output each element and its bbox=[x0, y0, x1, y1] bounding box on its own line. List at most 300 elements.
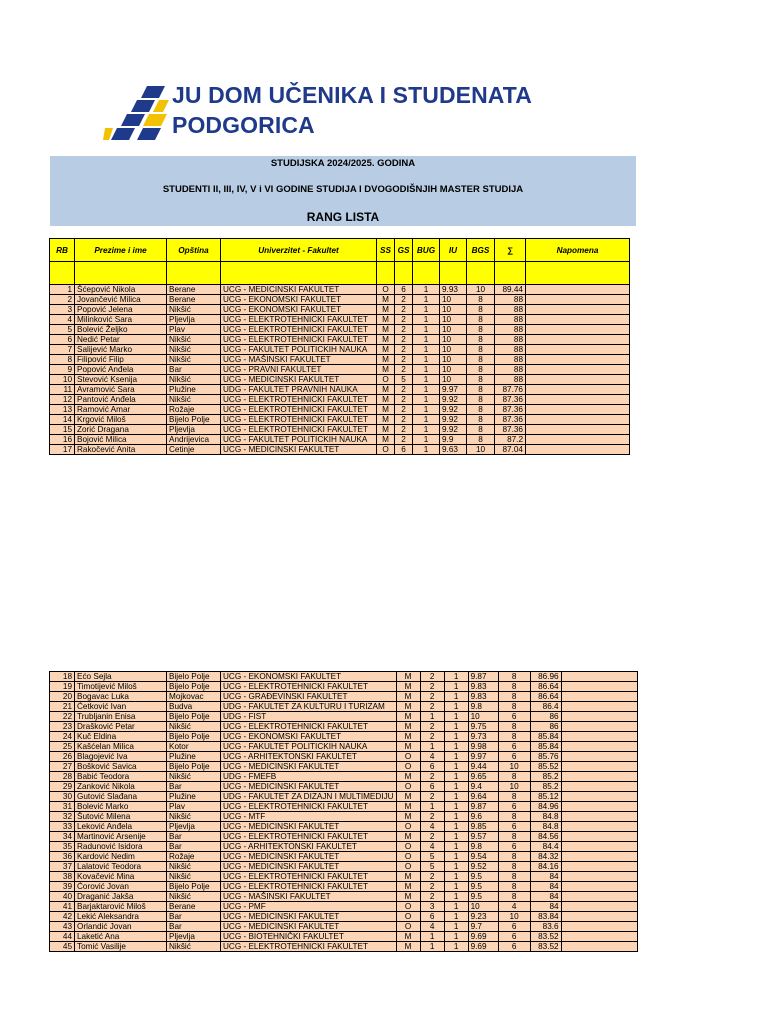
cell-iu: 10 bbox=[440, 365, 467, 375]
cell-gs: 4 bbox=[420, 922, 444, 932]
cell-faculty: UDG - FMEFB bbox=[221, 772, 397, 782]
cell-note bbox=[526, 425, 630, 435]
cell-gs: 4 bbox=[420, 842, 444, 852]
cell-iu: 10 bbox=[468, 712, 498, 722]
table-row bbox=[50, 335, 630, 345]
cell-bug: 1 bbox=[413, 405, 440, 415]
cell-iu: 9.65 bbox=[468, 772, 498, 782]
cell-note bbox=[561, 832, 637, 842]
cell-rb: 19 bbox=[50, 682, 75, 692]
ranking-table-bottom bbox=[49, 671, 638, 952]
cell-bug: 1 bbox=[444, 772, 468, 782]
col-header: Prezime i ime bbox=[75, 239, 167, 262]
cell-rb: 13 bbox=[50, 405, 75, 415]
table-row bbox=[50, 375, 630, 385]
cell-municipality: Bar bbox=[167, 842, 221, 852]
cell-gs: 2 bbox=[395, 415, 413, 425]
cell-bug: 1 bbox=[413, 325, 440, 335]
cell-name: Filipović Filip bbox=[75, 355, 167, 365]
cell-rb: 33 bbox=[50, 822, 75, 832]
cell-note bbox=[561, 692, 637, 702]
cell-municipality: Bijelo Polje bbox=[167, 712, 221, 722]
cell-name: Kuč Eldina bbox=[75, 732, 167, 742]
cell-bug: 1 bbox=[444, 812, 468, 822]
cell-sum: 84.56 bbox=[530, 832, 561, 842]
cell-rb: 5 bbox=[50, 325, 75, 335]
cell-gs: 6 bbox=[420, 782, 444, 792]
cell-rb: 2 bbox=[50, 295, 75, 305]
cell-municipality: Plužine bbox=[167, 752, 221, 762]
cell-ss: M bbox=[377, 385, 395, 395]
cell-name: Ramović Amar bbox=[75, 405, 167, 415]
cell-bgs: 8 bbox=[467, 435, 495, 445]
cell-gs: 2 bbox=[395, 295, 413, 305]
cell-sum: 88 bbox=[495, 375, 526, 385]
cell-bgs: 6 bbox=[498, 942, 530, 952]
cell-iu: 10 bbox=[440, 355, 467, 365]
cell-sum: 88 bbox=[495, 365, 526, 375]
cell-municipality: Bar bbox=[167, 922, 221, 932]
cell-bgs: 6 bbox=[498, 922, 530, 932]
cell-iu: 10 bbox=[440, 315, 467, 325]
cell-gs: 2 bbox=[395, 335, 413, 345]
cell-sum: 86.96 bbox=[530, 672, 561, 682]
cell-bug: 1 bbox=[444, 682, 468, 692]
cell-faculty: UCG - ELEKTROTEHNICKI FAKULTET bbox=[221, 832, 397, 842]
cell-bug: 1 bbox=[444, 692, 468, 702]
cell-bug: 1 bbox=[444, 762, 468, 772]
cell-municipality: Bar bbox=[167, 912, 221, 922]
cell-note bbox=[526, 345, 630, 355]
cell-note bbox=[561, 862, 637, 872]
cell-ss: M bbox=[377, 295, 395, 305]
cell-ss: M bbox=[396, 702, 420, 712]
cell-faculty: UCG - GRAĐEVINSKI FAKULTET bbox=[221, 692, 397, 702]
cell-faculty: UCG - ELEKTROTEHNICKI FAKULTET bbox=[221, 872, 397, 882]
cell-bgs: 8 bbox=[467, 345, 495, 355]
cell-gs: 1 bbox=[420, 712, 444, 722]
cell-gs: 2 bbox=[420, 672, 444, 682]
cell-municipality: Bar bbox=[167, 365, 221, 375]
cell-note bbox=[526, 335, 630, 345]
cell-bug: 1 bbox=[444, 752, 468, 762]
cell-ss: M bbox=[396, 802, 420, 812]
cell-municipality: Mojkovac bbox=[167, 692, 221, 702]
cell-gs: 6 bbox=[395, 445, 413, 455]
cell-rb: 12 bbox=[50, 395, 75, 405]
cell-name: Leković Anđela bbox=[75, 822, 167, 832]
cell-note bbox=[561, 802, 637, 812]
cell-ss: M bbox=[396, 932, 420, 942]
cell-rb: 39 bbox=[50, 882, 75, 892]
cell-iu: 9.69 bbox=[468, 932, 498, 942]
cell-municipality: Nikšić bbox=[167, 335, 221, 345]
cell-municipality: Pljevlja bbox=[167, 932, 221, 942]
cell-name: Ećo Sejla bbox=[75, 672, 167, 682]
cell-sum: 83.52 bbox=[530, 942, 561, 952]
cell-bgs: 6 bbox=[498, 822, 530, 832]
cell-ss: O bbox=[396, 862, 420, 872]
cell-iu: 10 bbox=[440, 375, 467, 385]
cell-note bbox=[561, 712, 637, 722]
cell-ss: O bbox=[396, 752, 420, 762]
cell-municipality: Nikšić bbox=[167, 722, 221, 732]
cell-faculty: UCG - ELEKTROTEHNICKI FAKULTET bbox=[221, 682, 397, 692]
cell-faculty: UCG - ARHITEKTONSKI FAKULTET bbox=[221, 752, 397, 762]
cell-ss: M bbox=[396, 772, 420, 782]
cell-iu: 9.63 bbox=[440, 445, 467, 455]
cell-municipality: Bijelo Polje bbox=[167, 682, 221, 692]
cell-ss: M bbox=[396, 872, 420, 882]
cell-bug: 1 bbox=[413, 415, 440, 425]
cell-municipality: Bar bbox=[167, 782, 221, 792]
cell-ss: M bbox=[396, 742, 420, 752]
cell-sum: 88 bbox=[495, 315, 526, 325]
cell-faculty: UCG - MEDICINSKI FAKULTET bbox=[221, 375, 377, 385]
cell-rb: 11 bbox=[50, 385, 75, 395]
cell-name: Zanković Nikola bbox=[75, 782, 167, 792]
cell-faculty: UCG - MEDICINSKI FAKULTET bbox=[221, 782, 397, 792]
cell-rb: 9 bbox=[50, 365, 75, 375]
cell-gs: 6 bbox=[420, 762, 444, 772]
cell-ss: M bbox=[377, 435, 395, 445]
cell-faculty: UCG - MEDICINSKI FAKULTET bbox=[221, 912, 397, 922]
cell-municipality: Rožaje bbox=[167, 405, 221, 415]
cell-faculty: UCG - BIOTEHNIČKI FAKULTET bbox=[221, 932, 397, 942]
cell-bgs: 8 bbox=[498, 672, 530, 682]
cell-municipality: Nikšić bbox=[167, 305, 221, 315]
cell-bug: 1 bbox=[413, 335, 440, 345]
col-header: BUG bbox=[413, 239, 440, 262]
cell-bgs: 6 bbox=[498, 742, 530, 752]
cell-sum: 84.4 bbox=[530, 842, 561, 852]
cell-municipality: Rožaje bbox=[167, 852, 221, 862]
table-row bbox=[50, 365, 630, 375]
cell-iu: 10 bbox=[440, 305, 467, 315]
cell-name: Timotijević Miloš bbox=[75, 682, 167, 692]
cell-bgs: 8 bbox=[467, 335, 495, 345]
cell-bug: 1 bbox=[413, 285, 440, 295]
cell-faculty: UCG - MEDICINSKI FAKULTET bbox=[221, 852, 397, 862]
cell-sum: 88 bbox=[495, 335, 526, 345]
cell-sum: 84 bbox=[530, 872, 561, 882]
subtitle: STUDENTI II, III, IV, V i VI GODINE STUDIJA I DVOGODIŠNJIH MASTER STUDIJA bbox=[162, 184, 524, 195]
cell-bgs: 8 bbox=[467, 405, 495, 415]
cell-rb: 18 bbox=[50, 672, 75, 682]
cell-iu: 9.64 bbox=[468, 792, 498, 802]
cell-note bbox=[561, 672, 637, 682]
cell-municipality: Kotor bbox=[167, 742, 221, 752]
cell-gs: 2 bbox=[395, 325, 413, 335]
cell-faculty: UCG - ELEKTROTEHNICKI FAKULTET bbox=[221, 802, 397, 812]
cell-bgs: 8 bbox=[467, 355, 495, 365]
cell-sum: 87.36 bbox=[495, 415, 526, 425]
cell-iu: 9.5 bbox=[468, 872, 498, 882]
cell-iu: 9.5 bbox=[468, 882, 498, 892]
table-row bbox=[50, 385, 630, 395]
cell-bug: 1 bbox=[444, 892, 468, 902]
cell-sum: 86.64 bbox=[530, 692, 561, 702]
cell-sum: 84 bbox=[530, 902, 561, 912]
cell-bgs: 10 bbox=[467, 285, 495, 295]
cell-rb: 36 bbox=[50, 852, 75, 862]
cell-ss: O bbox=[396, 852, 420, 862]
cell-ss: O bbox=[396, 842, 420, 852]
cell-gs: 2 bbox=[395, 405, 413, 415]
cell-gs: 5 bbox=[420, 852, 444, 862]
cell-name: Radunović Isidora bbox=[75, 842, 167, 852]
cell-note bbox=[561, 892, 637, 902]
cell-municipality: Pljevlja bbox=[167, 822, 221, 832]
cell-ss: M bbox=[396, 792, 420, 802]
cell-rb: 10 bbox=[50, 375, 75, 385]
cell-bgs: 4 bbox=[498, 902, 530, 912]
cell-rb: 24 bbox=[50, 732, 75, 742]
cell-sum: 88 bbox=[495, 305, 526, 315]
table-row bbox=[50, 732, 638, 742]
cell-ss: M bbox=[377, 405, 395, 415]
cell-name: Popović Jelena bbox=[75, 305, 167, 315]
cell-bgs: 8 bbox=[467, 375, 495, 385]
table-row bbox=[50, 325, 630, 335]
cell-bug: 1 bbox=[413, 345, 440, 355]
cell-name: Martinović Arsenije bbox=[75, 832, 167, 842]
cell-rb: 32 bbox=[50, 812, 75, 822]
cell-bug: 1 bbox=[444, 832, 468, 842]
cell-sum: 86 bbox=[530, 712, 561, 722]
cell-note bbox=[561, 752, 637, 762]
table-body-bottom bbox=[50, 672, 638, 952]
cell-bgs: 10 bbox=[498, 912, 530, 922]
cell-name: Lalatović Teodora bbox=[75, 862, 167, 872]
cell-note bbox=[526, 435, 630, 445]
cell-note bbox=[561, 932, 637, 942]
cell-name: Milinković Sara bbox=[75, 315, 167, 325]
cell-iu: 9.83 bbox=[468, 682, 498, 692]
cell-iu: 9.75 bbox=[468, 722, 498, 732]
table-row bbox=[50, 405, 630, 415]
cell-rb: 35 bbox=[50, 842, 75, 852]
cell-rb: 26 bbox=[50, 752, 75, 762]
col-header: RB bbox=[50, 239, 75, 262]
cell-note bbox=[561, 772, 637, 782]
cell-municipality: Nikšić bbox=[167, 892, 221, 902]
table-row bbox=[50, 345, 630, 355]
cell-faculty: UCG - ELEKTROTEHNICKI FAKULTET bbox=[221, 395, 377, 405]
cell-note bbox=[526, 405, 630, 415]
cell-iu: 9.87 bbox=[468, 672, 498, 682]
cell-name: Ćorović Jovan bbox=[75, 882, 167, 892]
cell-iu: 9.4 bbox=[468, 782, 498, 792]
table-row bbox=[50, 912, 638, 922]
cell-bug: 1 bbox=[444, 742, 468, 752]
cell-rb: 8 bbox=[50, 355, 75, 365]
cell-bug: 1 bbox=[444, 802, 468, 812]
cell-gs: 2 bbox=[420, 892, 444, 902]
cell-name: Stevović Ksenija bbox=[75, 375, 167, 385]
cell-faculty: UCG - MEDICINSKI FAKULTET bbox=[221, 822, 397, 832]
cell-gs: 2 bbox=[395, 425, 413, 435]
cell-faculty: UDG - FIST bbox=[221, 712, 397, 722]
cell-sum: 84 bbox=[530, 892, 561, 902]
cell-bug: 1 bbox=[444, 852, 468, 862]
cell-rb: 27 bbox=[50, 762, 75, 772]
cell-ss: M bbox=[377, 425, 395, 435]
cell-name: Zorić Dragana bbox=[75, 425, 167, 435]
table-row bbox=[50, 305, 630, 315]
table-row bbox=[50, 682, 638, 692]
cell-bug: 1 bbox=[444, 912, 468, 922]
cell-municipality: Nikšić bbox=[167, 772, 221, 782]
cell-gs: 3 bbox=[420, 902, 444, 912]
cell-note bbox=[561, 792, 637, 802]
cell-note bbox=[561, 782, 637, 792]
cell-rb: 3 bbox=[50, 305, 75, 315]
cell-bug: 1 bbox=[413, 395, 440, 405]
cell-bug: 1 bbox=[413, 355, 440, 365]
cell-municipality: Nikšić bbox=[167, 872, 221, 882]
cell-municipality: Budva bbox=[167, 702, 221, 712]
cell-sum: 85.52 bbox=[530, 762, 561, 772]
cell-sum: 83.84 bbox=[530, 912, 561, 922]
cell-bug: 1 bbox=[444, 792, 468, 802]
cell-rb: 29 bbox=[50, 782, 75, 792]
cell-note bbox=[561, 762, 637, 772]
cell-name: Kovačević Mina bbox=[75, 872, 167, 882]
cell-note bbox=[561, 902, 637, 912]
cell-sum: 87.36 bbox=[495, 405, 526, 415]
cell-rb: 38 bbox=[50, 872, 75, 882]
cell-note bbox=[561, 682, 637, 692]
cell-name: Salijević Marko bbox=[75, 345, 167, 355]
academic-year: STUDIJSKA 2024/2025. GODINA bbox=[270, 158, 416, 169]
cell-bgs: 8 bbox=[498, 722, 530, 732]
cell-gs: 2 bbox=[395, 435, 413, 445]
table-row bbox=[50, 792, 638, 802]
cell-rb: 45 bbox=[50, 942, 75, 952]
cell-faculty: UCG - PRAVNI FAKULTET bbox=[221, 365, 377, 375]
cell-iu: 9.92 bbox=[440, 415, 467, 425]
cell-bgs: 6 bbox=[498, 712, 530, 722]
cell-bgs: 8 bbox=[498, 852, 530, 862]
cell-municipality: Cetinje bbox=[167, 445, 221, 455]
cell-rb: 43 bbox=[50, 922, 75, 932]
cell-bgs: 8 bbox=[498, 772, 530, 782]
cell-faculty: UCG - MTF bbox=[221, 812, 397, 822]
cell-ss: O bbox=[396, 922, 420, 932]
cell-municipality: Plav bbox=[167, 325, 221, 335]
cell-municipality: Plužine bbox=[167, 385, 221, 395]
cell-name: Orlandić Jovan bbox=[75, 922, 167, 932]
cell-gs: 2 bbox=[420, 792, 444, 802]
cell-name: Šutović Milena bbox=[75, 812, 167, 822]
cell-gs: 2 bbox=[395, 365, 413, 375]
cell-bug: 1 bbox=[444, 712, 468, 722]
cell-name: Ćetković Ivan bbox=[75, 702, 167, 712]
cell-gs: 5 bbox=[420, 862, 444, 872]
cell-ss: M bbox=[377, 305, 395, 315]
cell-iu: 9.92 bbox=[440, 425, 467, 435]
cell-rb: 34 bbox=[50, 832, 75, 842]
cell-bug: 1 bbox=[444, 722, 468, 732]
cell-bgs: 8 bbox=[498, 892, 530, 902]
cell-sum: 86 bbox=[530, 722, 561, 732]
cell-name: Popović Anđela bbox=[75, 365, 167, 375]
cell-faculty: UCG - PMF bbox=[221, 902, 397, 912]
cell-ss: M bbox=[396, 722, 420, 732]
cell-rb: 23 bbox=[50, 722, 75, 732]
cell-name: Rakočević Anita bbox=[75, 445, 167, 455]
col-header: Univerzitet - Fakultet bbox=[221, 239, 377, 262]
cell-iu: 9.98 bbox=[468, 742, 498, 752]
cell-rb: 40 bbox=[50, 892, 75, 902]
cell-iu: 9.69 bbox=[468, 942, 498, 952]
cell-ss: M bbox=[396, 832, 420, 842]
cell-name: Babić Teodora bbox=[75, 772, 167, 782]
table-row bbox=[50, 772, 638, 782]
col-header: Opština bbox=[167, 239, 221, 262]
cell-faculty: UCG - FAKULTET POLITICKIH NAUKA bbox=[221, 345, 377, 355]
cell-gs: 1 bbox=[420, 942, 444, 952]
cell-bgs: 8 bbox=[467, 325, 495, 335]
cell-rb: 44 bbox=[50, 932, 75, 942]
cell-iu: 9.83 bbox=[468, 692, 498, 702]
cell-note bbox=[526, 305, 630, 315]
cell-rb: 1 bbox=[50, 285, 75, 295]
cell-iu: 10 bbox=[468, 902, 498, 912]
cell-municipality: Plužine bbox=[167, 792, 221, 802]
cell-iu: 10 bbox=[440, 325, 467, 335]
table-row bbox=[50, 892, 638, 902]
cell-municipality: Bijelo Polje bbox=[167, 732, 221, 742]
ranking-table-top bbox=[49, 238, 630, 455]
cell-faculty: UCG - MEDICINSKI FAKULTET bbox=[221, 762, 397, 772]
cell-ss: M bbox=[396, 672, 420, 682]
cell-gs: 4 bbox=[420, 752, 444, 762]
cell-rb: 30 bbox=[50, 792, 75, 802]
cell-sum: 87.2 bbox=[495, 435, 526, 445]
cell-faculty: UCG - ELEKTROTEHNICKI FAKULTET bbox=[221, 425, 377, 435]
cell-gs: 2 bbox=[395, 345, 413, 355]
cell-iu: 9.9 bbox=[440, 435, 467, 445]
cell-bug: 1 bbox=[444, 862, 468, 872]
cell-gs: 4 bbox=[420, 822, 444, 832]
cell-faculty: UCG - EKONOMSKI FAKULTET bbox=[221, 305, 377, 315]
cell-note bbox=[526, 445, 630, 455]
table-row bbox=[50, 415, 630, 425]
cell-iu: 9.85 bbox=[468, 822, 498, 832]
cell-faculty: UCG - ELEKTROTEHNICKI FAKULTET bbox=[221, 335, 377, 345]
cell-note bbox=[561, 812, 637, 822]
table-row bbox=[50, 932, 638, 942]
cell-sum: 84.16 bbox=[530, 862, 561, 872]
cell-note bbox=[526, 365, 630, 375]
cell-note bbox=[561, 882, 637, 892]
cell-faculty: UCG - FAKULTET POLITICKIH NAUKA bbox=[221, 435, 377, 445]
cell-ss: M bbox=[396, 682, 420, 692]
cell-bgs: 6 bbox=[498, 752, 530, 762]
cell-bgs: 8 bbox=[498, 792, 530, 802]
cell-gs: 2 bbox=[420, 872, 444, 882]
cell-ss: O bbox=[377, 375, 395, 385]
cell-bug: 1 bbox=[413, 375, 440, 385]
table-row bbox=[50, 672, 638, 682]
col-header: ∑ bbox=[495, 239, 526, 262]
cell-faculty: UCG - MEDICINSKI FAKULTET bbox=[221, 445, 377, 455]
table-row bbox=[50, 702, 638, 712]
cell-name: Bolević Željko bbox=[75, 325, 167, 335]
cell-note bbox=[561, 702, 637, 712]
